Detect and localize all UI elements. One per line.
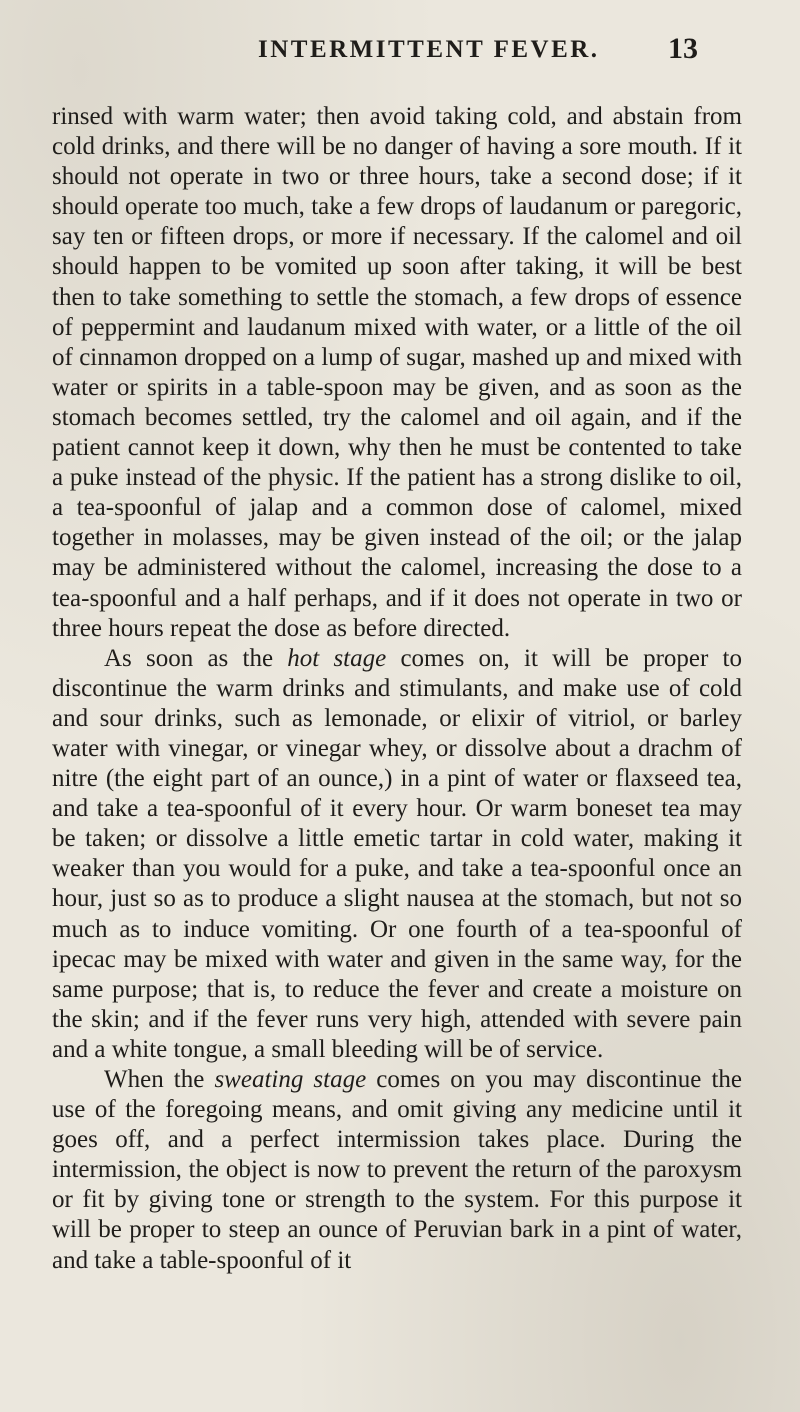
paragraph-sweating-stage-text: comes on you may discontinue the use of the foregoing means, and omit giving any medicine until it goes off, and a perfect intermission takes place. During the intermission, the object is now to prevent the return of the paroxysm or fit by giving tone or strength to the system. For this purpose it will be proper to steep an ounce of Peruvian bark in a pint of water, and take a table-spoonful of it (52, 1066, 742, 1274)
page-number: 13 (668, 32, 698, 65)
paragraph-sweating-stage (52, 1065, 742, 1276)
term-hot-stage: hot stage (287, 644, 387, 672)
paragraph-hot-stage-text: comes on, it will be proper to discontinue the warm drinks and stimulants, and make use of cold and sour drinks, such as lemonade, or elixir of vitriol, or barley water with vinegar, or vinegar whey, or dissolve about a drachm of nitre (the eight part of an ounce,) in a pint of water or flaxseed tea, and take a tea-spoonful of it every hour. Or warm boneset tea may be taken; or dissolve a little emetic tartar in cold water, making it weaker than you would for a puke, and take a tea-spoonful once an hour, just so as to produce a slight nausea at the stomach, but not so much as to induce vomiting. Or one fourth of a tea-spoonful of ipecac may be mixed with water and given in the same way, for the same purpose; that is, to reduce the fever and create a moisture on the skin; and if the fever runs very high, attended with severe pain and a white tongue, a small bleeding will be of service. (52, 644, 742, 1063)
paragraph-sweating-stage-lead: When the (104, 1066, 215, 1093)
running-title: INTERMITTENT FEVER. (258, 36, 600, 63)
paragraph-hot-stage (52, 644, 742, 1065)
paragraph-calomel-dosing: rinsed with warm water; then avoid taking cold, and abstain from cold drinks, and there will be no danger of having a sore mouth. If it should not operate in two or three hours, take a second dose; if it should operate too much, take a few drops of laudanum or paregoric, say ten or fifteen drops, or more if necessary. If the calomel and oil should happen to be vomited up soon after taking, it will be best then to take something to settle the stomach, a few drops of essence of peppermint and laudanum mixed with water, or a little of the oil of cinnamon dropped on a lump of sugar, mashed up and mixed with water or spirits in a table-spoon may be given, and as soon as the stomach becomes settled, try the calomel and oil again, and if the patient cannot keep it down, why then he must be contented to take a puke instead of the physic. If the patient has a strong dislike to oil, a tea-spoonful of jalap and a common dose of calomel, mixed together in molasses, may be given instead of the oil; or the jalap may be administered without the calomel, increasing the dose to a tea-spoonful and a half perhaps, and if it does not operate in two or three hours repeat the dose as before directed. (52, 103, 742, 642)
paragraph-hot-stage-lead: As soon as the (104, 644, 288, 672)
page-header (258, 32, 698, 80)
page-body (52, 102, 742, 1276)
term-sweating-stage: sweating stage (214, 1066, 367, 1093)
